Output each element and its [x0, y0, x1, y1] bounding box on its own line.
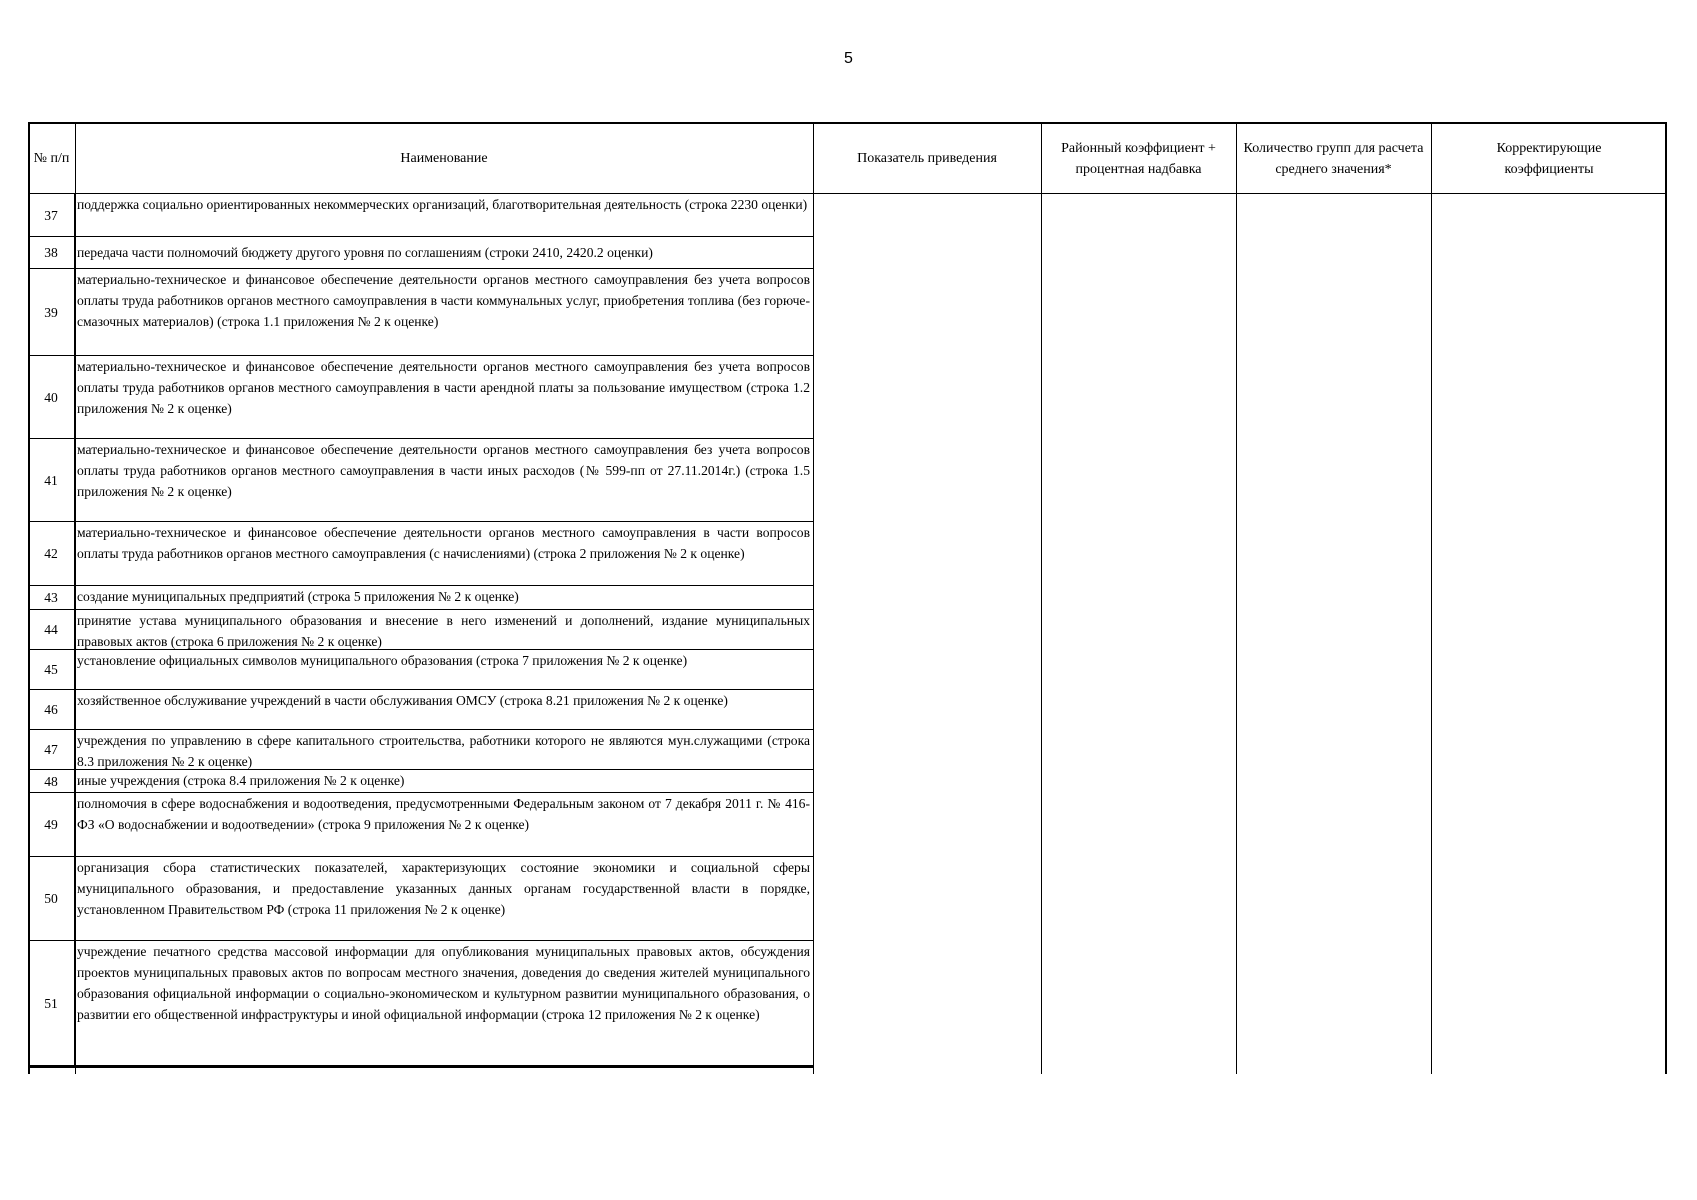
row-name: материально-техническое и финансовое обеспечение деятельности органов местного самоуправления в части вопросов оплаты труда работников органов местного самоуправления (с начислениями) (строка 2 приложения № 2 к оценке) — [75, 522, 813, 586]
header-num: № п/п — [33, 151, 70, 166]
row-name: хозяйственное обслуживание учреждений в части обслуживания ОМСУ (строка 8.21 приложения № 2 к оценке) — [75, 690, 813, 730]
row-name: иные учреждения (строка 8.4 приложения № 2 к оценке) — [75, 770, 813, 793]
column-divider-indicator — [1041, 122, 1042, 1074]
row-name: материально-техническое и финансовое обеспечение деятельности органов местного самоуправления без учета вопросов оплаты труда работников органов местного самоуправления в части коммунальных услуг, приобретения топлива (без горюче-смазочных материалов) (строка 1.1 приложения № 2 к оценке) — [75, 269, 813, 356]
header-name: Наименование — [400, 151, 488, 166]
row-name: учреждения по управлению в сфере капитального строительства, работники которого не являются мун.служащими (строка 8.3 приложения № 2 к оценке) — [75, 730, 813, 770]
row-number: 44 — [28, 610, 75, 650]
row-name: установление официальных символов муниципального образования (строка 7 приложения № 2 к оценке) — [75, 650, 813, 690]
row-name: учреждение печатного средства массовой информации для опубликования муниципальных правовых актов, обсуждения проектов муниципальных правовых актов по вопросам местного значения, доведения до сведения жителей муниципального образования официальной информации о социально-экономическом и культурном развитии муниципального образования, о развитии его общественной инфраструктуры и иной официальной информации (строка 12 приложения № 2 к оценке) — [75, 941, 813, 1066]
row-number: 43 — [28, 586, 75, 610]
row-name: создание муниципальных предприятий (строка 5 приложения № 2 к оценке) — [75, 586, 813, 610]
header-indicator: Показатель приведения — [857, 151, 997, 166]
row-number: 51 — [28, 941, 75, 1066]
column-divider-name — [813, 122, 814, 1074]
row-name: поддержка социально ориентированных некоммерческих организаций, благотворительная деятельность (строка 2230 оценки) — [75, 194, 813, 237]
row-number: 40 — [28, 356, 75, 439]
header-groups-count: Количество групп для расчета среднего значения* — [1243, 140, 1424, 177]
row-name: организация сбора статистических показателей, характеризующих состояние экономики и социальной сферы муниципального образования, и предоставление указанных данных органам государственной власти в порядке, установленном Правительством РФ (строка 11 приложения № 2 к оценке) — [75, 857, 813, 941]
row-name: принятие устава муниципального образования и внесение в него изменений и дополнений, издание муниципальных правовых актов (строка 6 приложения № 2 к оценке) — [75, 610, 813, 650]
row-number: 38 — [28, 237, 75, 269]
header-regional-coefficient: Районный коэффициент + процентная надбавка — [1061, 140, 1216, 177]
row-number: 39 — [28, 269, 75, 356]
row-name: материально-техническое и финансовое обеспечение деятельности органов местного самоуправления без учета вопросов оплаты труда работников органов местного самоуправления в части арендной платы за пользование имуществом (строка 1.2 приложения № 2 к оценке) — [75, 356, 813, 439]
row-name: материально-техническое и финансовое обеспечение деятельности органов местного самоуправления без учета вопросов оплаты труда работников органов местного самоуправления в части иных расходов (№ 599-пп от 27.11.2014г.) (строка 1.5 приложения № 2 к оценке) — [75, 439, 813, 522]
row-number: 41 — [28, 439, 75, 522]
row-number: 42 — [28, 522, 75, 586]
row-number: 48 — [28, 770, 75, 793]
row-name: полномочия в сфере водоснабжения и водоотведения, предусмотренными Федеральным законом от 7 декабря 2011 г. № 416-ФЗ «О водоснабжении и водоотведении» (строка 9 приложения № 2 к оценке) — [75, 793, 813, 857]
row-number: 47 — [28, 730, 75, 770]
row-number: 45 — [28, 650, 75, 690]
row-name: передача части полномочий бюджету другого уровня по соглашениям (строки 2410, 2420.2 оценки) — [75, 237, 813, 269]
row-number: 49 — [28, 793, 75, 857]
row-number: 50 — [28, 857, 75, 941]
column-divider-groups — [1431, 122, 1432, 1074]
table-body — [28, 194, 813, 1068]
column-divider-regional — [1236, 122, 1237, 1074]
header-correcting-coefficients: Корректирующие коэффициенты — [1496, 140, 1602, 177]
page-number: 5 — [844, 50, 853, 67]
row-number: 37 — [28, 194, 75, 237]
row-number: 46 — [28, 690, 75, 730]
